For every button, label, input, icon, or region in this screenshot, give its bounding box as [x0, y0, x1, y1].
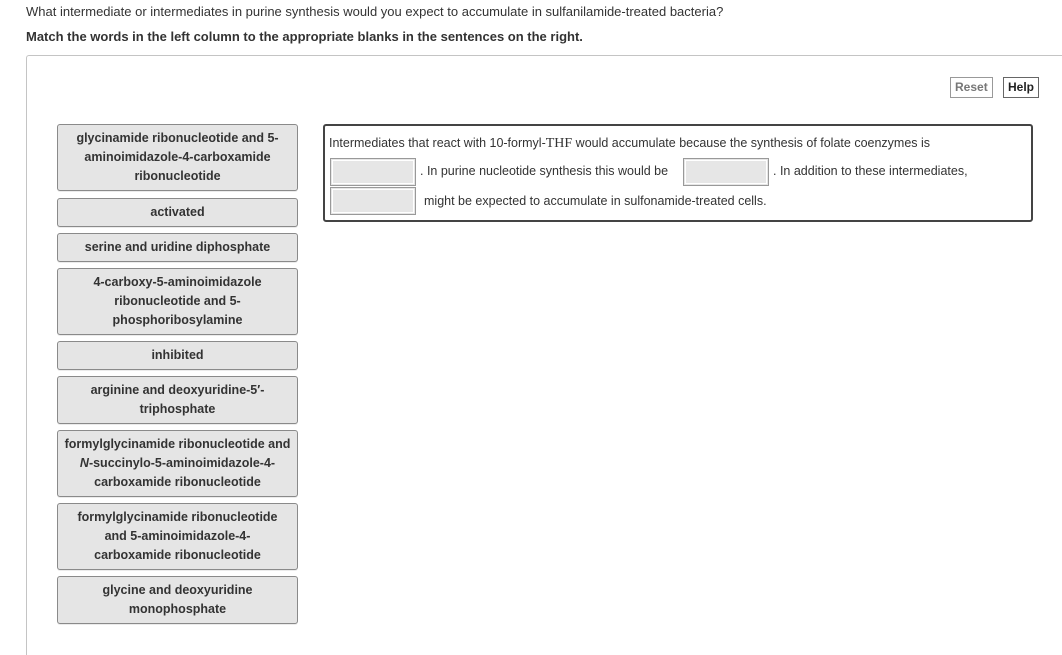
answer-tile[interactable]: [57, 268, 298, 335]
instruction-text: Match the words in the left column to the appropriate blanks in the sentences on the right.: [26, 29, 583, 44]
answer-tile-label: serine and uridine diphosphate: [84, 240, 271, 254]
sentence-box: [323, 124, 1033, 222]
answer-tile-label: inhibited: [151, 348, 204, 362]
answer-tile[interactable]: [57, 376, 298, 424]
sentence-segment: Intermediates that react with 10-formyl-THF would accumulate because the synthesis of folate coenzymes is: [329, 136, 931, 151]
answer-tile[interactable]: [57, 233, 298, 262]
answer-tile[interactable]: [57, 503, 298, 570]
answer-tile[interactable]: [57, 124, 298, 191]
answer-tile-label: formylglycinamide ribonucleotide and 5-aminoimidazole-4-carboxamide ribonucleotide: [77, 510, 278, 562]
answer-tile-label: glycine and deoxyuridine monophosphate: [102, 583, 253, 616]
answer-tile[interactable]: [57, 198, 298, 227]
answer-tile-label: 4-carboxy-5-aminoimidazole ribonucleotide and 5-phosphoribosylamine: [93, 275, 262, 327]
reset-button[interactable]: Reset: [950, 77, 993, 98]
answer-tile-label: formylglycinamide ribonucleotide and N-succinylo-5-aminoimidazole-4-carboxamide ribonucleotide: [64, 437, 291, 489]
answer-tile-label: arginine and deoxyuridine-5′-triphosphate: [90, 383, 265, 416]
drop-target-blank-3[interactable]: [330, 187, 416, 215]
answer-tile-label: glycinamide ribonucleotide and 5-aminoimidazole-4-carboxamide ribonucleotide: [76, 131, 279, 183]
sentence-segment: . In addition to these intermediates,: [773, 164, 968, 178]
answer-tile-label: activated: [150, 205, 205, 219]
sentence-segment: . In purine nucleotide synthesis this would be: [420, 164, 669, 178]
question-text: What intermediate or intermediates in purine synthesis would you expect to accumulate in sulfanilamide-treated bacteria?: [26, 4, 724, 19]
answer-tile[interactable]: [57, 341, 298, 370]
help-button[interactable]: Help: [1003, 77, 1039, 98]
sentence-segment: might be expected to accumulate in sulfonamide-treated cells.: [424, 194, 767, 208]
answer-tile[interactable]: [57, 430, 298, 497]
answer-tile[interactable]: [57, 576, 298, 624]
drop-target-blank-1[interactable]: [330, 158, 416, 186]
drop-target-blank-2[interactable]: [683, 158, 769, 186]
